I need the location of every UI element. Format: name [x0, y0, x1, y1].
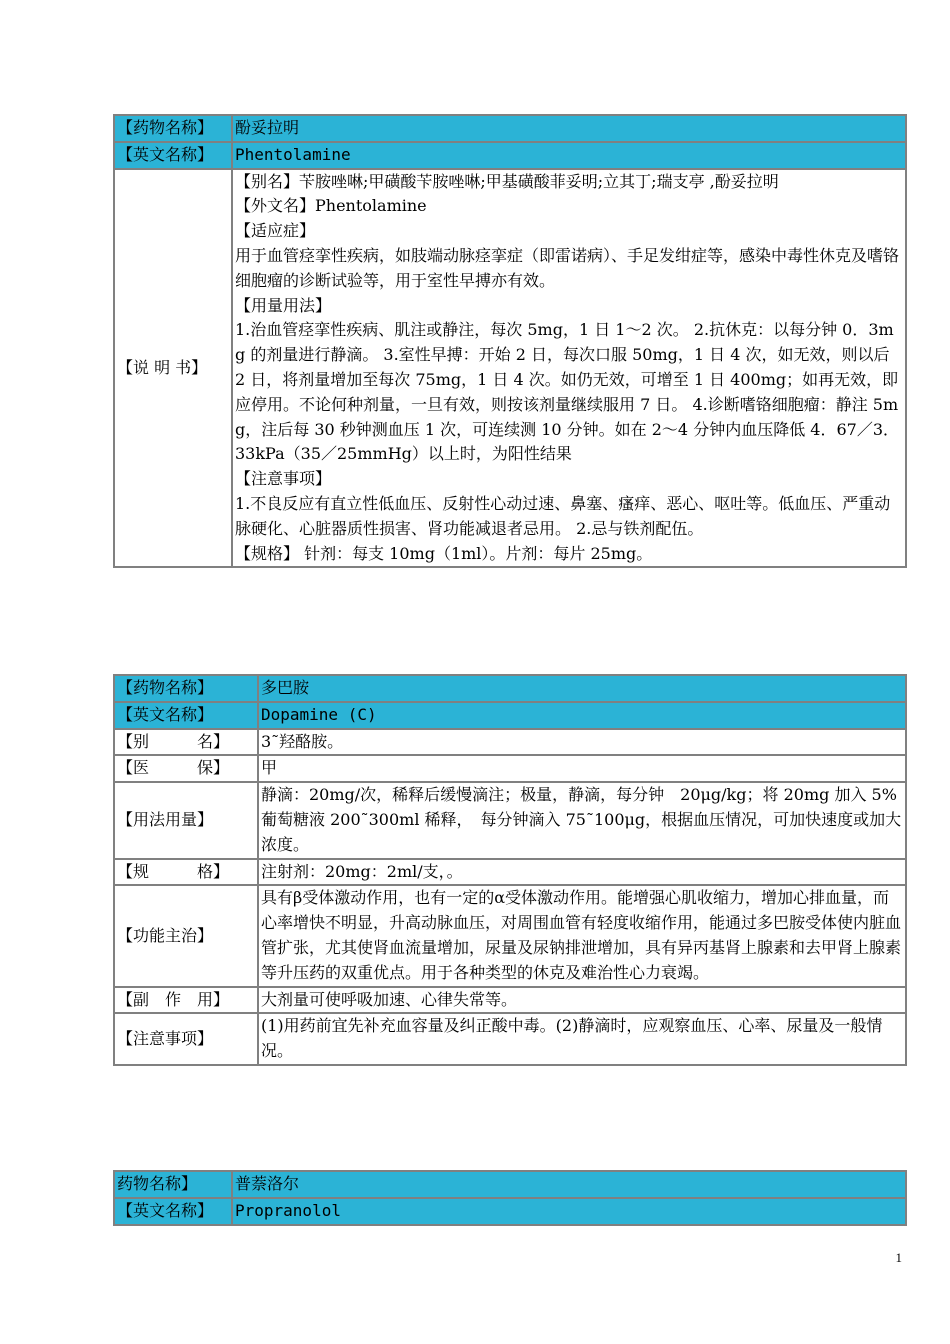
drug-name-label: 【药物名称】	[114, 115, 232, 142]
row-value: 多巴胺	[258, 675, 906, 702]
manual-label: 【说 明 书】	[114, 169, 232, 568]
page-number: 1	[895, 1250, 902, 1265]
row-value: 注射剂：20mg：2ml/支，。	[258, 859, 906, 886]
manual-specification: 【规格】 针剂：每支 10mg（1ml）。片剂：每片 25mg。	[235, 543, 653, 563]
row-value: 具有β受体激动作用，也有一定的α受体激动作用。能增强心肌收缩力，增加心排血量，而心率增快不明显，升高动脉血压，对周围血管有轻度收缩作用，能通过多巴胺受体使内脏血管扩张，尤其使肾血流量增加，尿量及尿钠排泄增加，具有异丙基肾上腺素和去甲肾上腺素等升压药的双重优点。用于各种类型的休克及难治性心力衰竭。	[258, 885, 906, 986]
drug-table-propranolol	[113, 1170, 907, 1226]
row-value: Dopamine (C)	[258, 702, 906, 729]
english-name-label: 【英文名称】	[114, 142, 232, 169]
manual-dosage-heading: 【用量用法】	[235, 295, 332, 315]
manual-indication: 用于血管痉挛性疾病，如肢端动脉痉挛症（即雷诺病）、手足发绀症等，感染中毒性休克及嗜铬细胞瘤的诊断试验等，用于室性早搏亦有效。	[235, 245, 900, 290]
manual-content	[232, 169, 906, 568]
row-value: 静滴：20mg/次，稀释后缓慢滴注；极量，静滴，每分钟 20μg/kg；将 20mg 加入 5%葡萄糖液 200˜300ml 稀释， 每分钟滴入 75˜100μg，根据血压情况，可加快速度或加大浓度。	[258, 782, 906, 858]
row-label: 【规 格】	[114, 859, 258, 886]
drug-name-value: 酚妥拉明	[232, 115, 906, 142]
row-label: 【注意事项】	[114, 1013, 258, 1065]
manual-precautions-heading: 【注意事项】	[235, 469, 332, 489]
drug-table-phentolamine	[113, 114, 907, 568]
row-value: 甲	[258, 755, 906, 782]
row-value: 大剂量可使呼吸加速、心律失常等。	[258, 987, 906, 1014]
row-label: 【药物名称】	[114, 675, 258, 702]
row-label: 【功能主治】	[114, 885, 258, 986]
manual-precautions: 1.不良反应有直立性低血压、反射性心动过速、鼻塞、瘙痒、恶心、呕吐等。低血压、严重动脉硬化、心脏器质性损害、肾功能减退者忌用。 2.忌与铁剂配伍。	[235, 493, 891, 538]
manual-alias: 【别名】苄胺唑啉;甲磺酸苄胺唑啉;甲基磺酸菲妥明;立其丁;瑞支亭 ,酚妥拉明	[235, 171, 779, 191]
drug-name-label: 药物名称】	[114, 1171, 232, 1198]
row-label: 【用法用量】	[114, 782, 258, 858]
english-name-value: Phentolamine	[232, 142, 906, 169]
row-label: 【别 名】	[114, 729, 258, 756]
manual-foreign-name: 【外文名】Phentolamine	[235, 196, 427, 216]
row-value: (1)用药前宜先补充血容量及纠正酸中毒。(2)静滴时，应观察血压、心率、尿量及一般情况。	[258, 1013, 906, 1065]
manual-dosage: 1.治血管痉挛性疾病、肌注或静注，每次 5mg，1 日 1～2 次。 2.抗休克：以每分钟 0．3mg 的剂量进行静滴。 3.室性早搏：开始 2 日，每次口服 50mg，1 日 4 次，如无效，则以后 2 日，将剂量增加至每次 75mg，1 日 4 次。如仍无效，可增至 1 日 400mg；如再无效，即应停用。不论何种剂量，一旦有效，则按该剂量继续服用 7 日。 4.诊断嗜铬细胞瘤：静注 5mg，注后每 30 秒钟测血压 1 次，可连续测 10 分钟。如在 2～4 分钟内血压降低 4．67／3．33kPa（35／25mmHg）以上时，为阳性结果	[235, 320, 899, 464]
drug-table-dopamine	[113, 674, 907, 1066]
manual-indication-heading: 【适应症】	[235, 221, 316, 241]
row-label: 【英文名称】	[114, 702, 258, 729]
row-label: 【副 作 用】	[114, 987, 258, 1014]
row-value: 3˜羟酪胺。	[258, 729, 906, 756]
drug-name-value: 普萘洛尔	[232, 1171, 906, 1198]
english-name-label: 【英文名称】	[114, 1198, 232, 1225]
row-label: 【医 保】	[114, 755, 258, 782]
english-name-value: Propranolol	[232, 1198, 906, 1225]
